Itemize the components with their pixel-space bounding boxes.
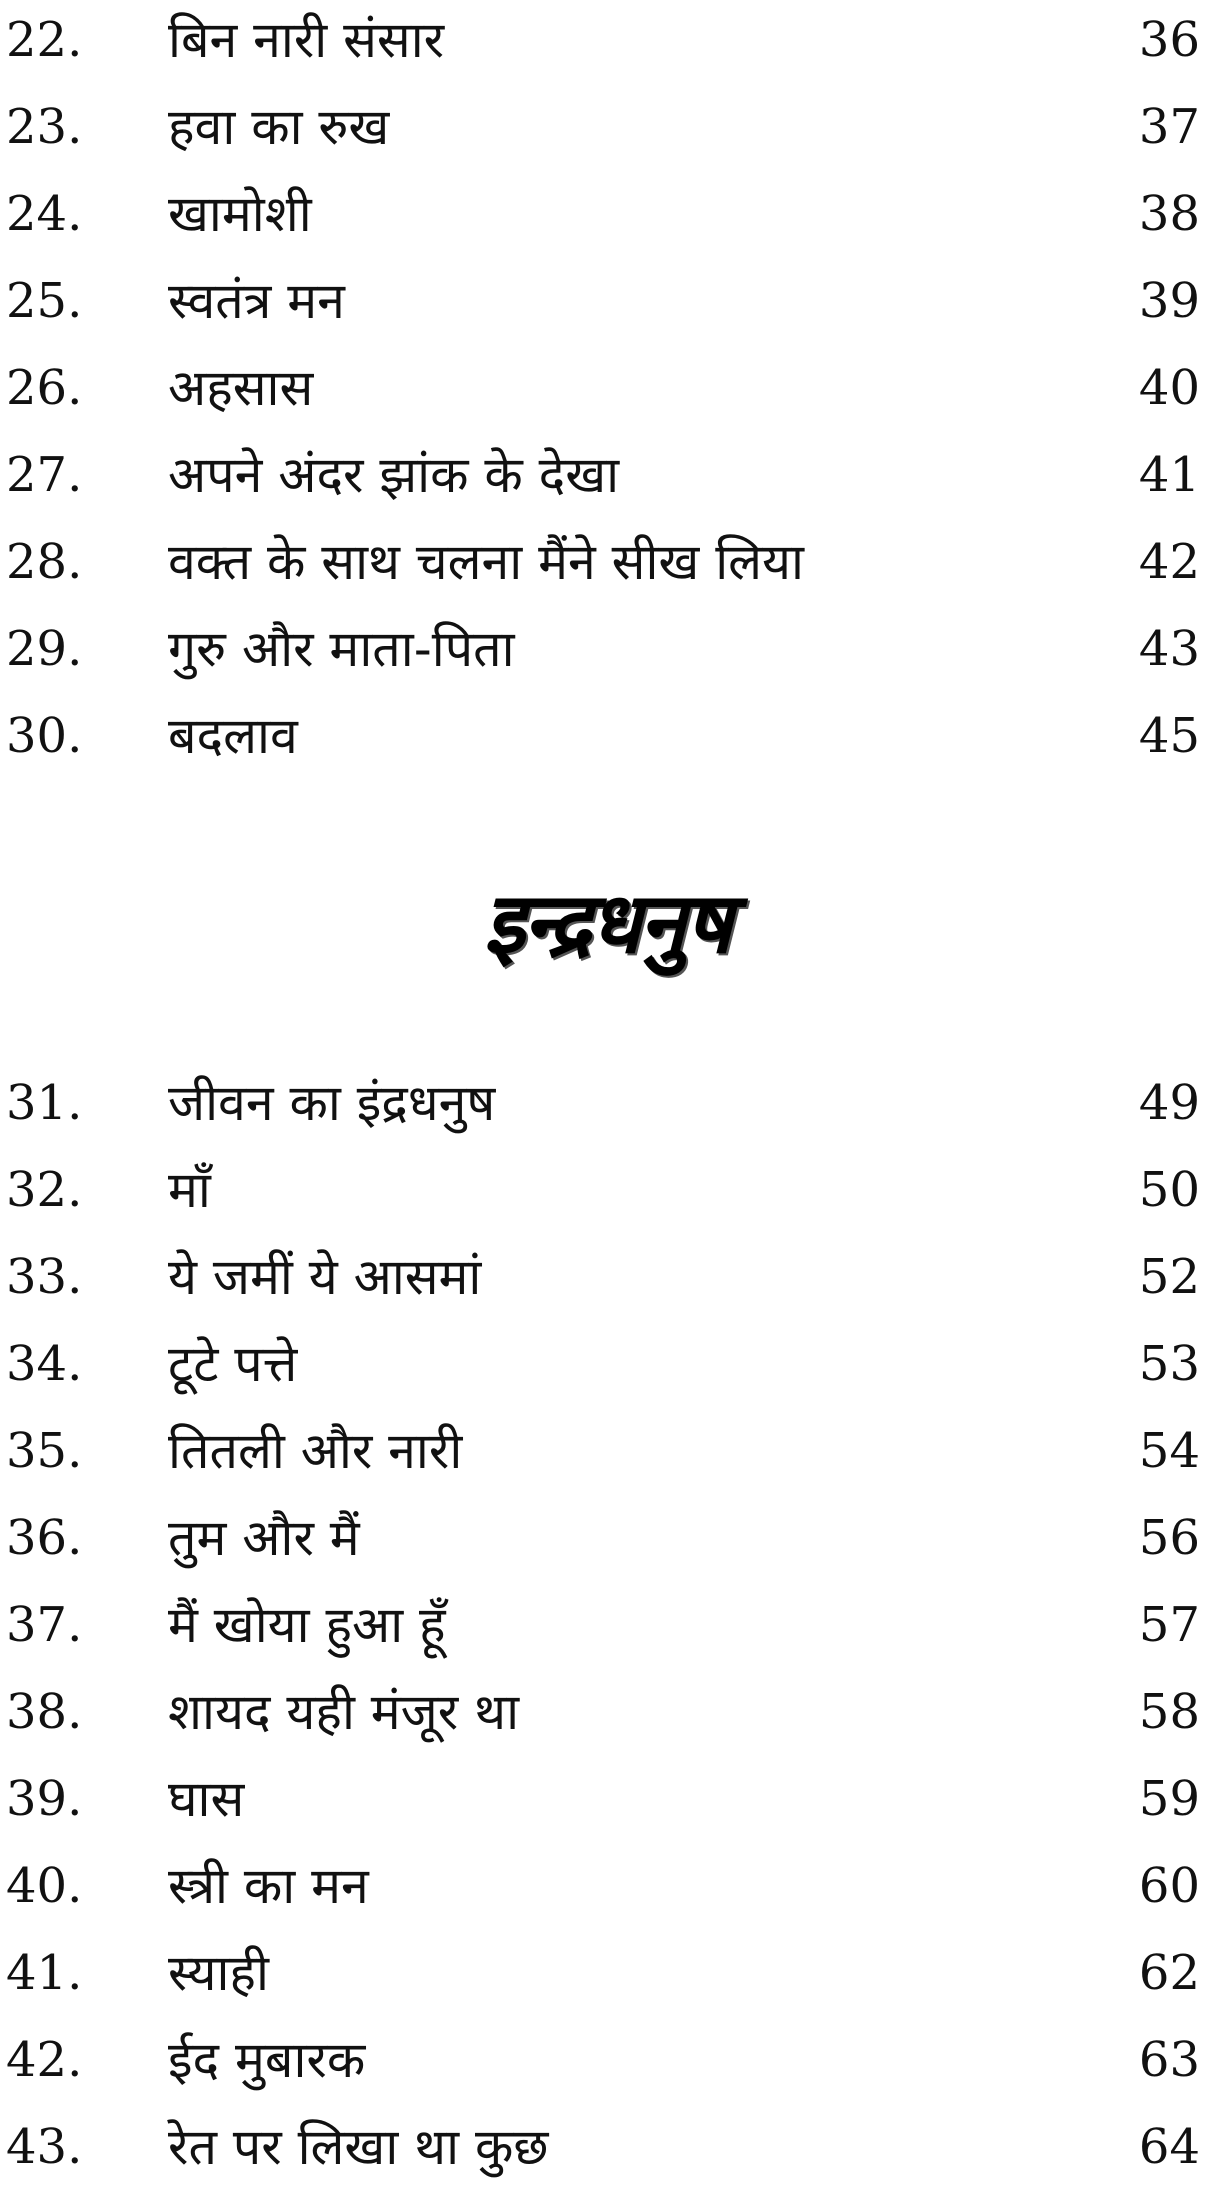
entry-title: स्याही xyxy=(168,1944,269,2002)
section-heading: इन्द्रधनुष xyxy=(483,874,731,972)
entry-page-number: 57 xyxy=(1138,1597,1200,1653)
entry-number: 35. xyxy=(6,1423,83,1479)
toc-entry[interactable] xyxy=(0,1324,1214,1411)
entry-page-number: 43 xyxy=(1138,621,1200,677)
toc-entry[interactable] xyxy=(0,522,1214,609)
entry-number: 28. xyxy=(6,534,83,590)
entry-title: टूटे पत्ते xyxy=(168,1335,298,1393)
entry-number: 37. xyxy=(6,1597,83,1653)
entry-page-number: 40 xyxy=(1138,360,1200,416)
toc-entry[interactable] xyxy=(0,174,1214,261)
entry-number: 39. xyxy=(6,1771,83,1827)
toc-entry[interactable] xyxy=(0,2107,1214,2194)
toc-entry[interactable] xyxy=(0,1150,1214,1237)
entry-title: खामोशी xyxy=(168,185,312,243)
toc-entry[interactable] xyxy=(0,87,1214,174)
entry-page-number: 58 xyxy=(1138,1684,1200,1740)
entry-number: 23. xyxy=(6,99,83,155)
entry-number: 22. xyxy=(6,12,83,68)
entry-title: ये जमीं ये आसमां xyxy=(168,1248,482,1306)
entry-number: 40. xyxy=(6,1858,83,1914)
entry-page-number: 37 xyxy=(1138,99,1200,155)
entry-title: शायद यही मंजूर था xyxy=(168,1683,520,1741)
toc-entry[interactable] xyxy=(0,348,1214,435)
entry-number: 25. xyxy=(6,273,83,329)
entry-title: रेत पर लिखा था कुछ xyxy=(168,2118,549,2176)
entry-title: स्वतंत्र मन xyxy=(168,272,345,330)
entry-page-number: 45 xyxy=(1138,708,1200,764)
entry-number: 29. xyxy=(6,621,83,677)
toc-entry[interactable] xyxy=(0,435,1214,522)
toc-entry[interactable] xyxy=(0,1411,1214,1498)
entry-title: तितली और नारी xyxy=(168,1422,463,1480)
entry-number: 24. xyxy=(6,186,83,242)
entry-page-number: 39 xyxy=(1138,273,1200,329)
entry-page-number: 60 xyxy=(1138,1858,1200,1914)
toc-entry[interactable] xyxy=(0,1759,1214,1846)
entry-number: 43. xyxy=(6,2119,83,2175)
entry-number: 27. xyxy=(6,447,83,503)
entry-title: जीवन का इंद्रधनुष xyxy=(168,1074,496,1132)
toc-entry[interactable] xyxy=(0,1063,1214,1150)
entry-page-number: 50 xyxy=(1138,1162,1200,1218)
entry-title: घास xyxy=(168,1770,245,1828)
toc-list-first xyxy=(0,0,1214,783)
entry-page-number: 49 xyxy=(1138,1075,1200,1131)
entry-number: 41. xyxy=(6,1945,83,2001)
entry-title: तुम और मैं xyxy=(168,1509,360,1567)
entry-page-number: 64 xyxy=(1138,2119,1200,2175)
entry-page-number: 54 xyxy=(1138,1423,1200,1479)
toc-list-second xyxy=(0,1063,1214,2194)
entry-number: 34. xyxy=(6,1336,83,1392)
entry-title: गुरु और माता-पिता xyxy=(168,620,515,678)
entry-title: मैं खोया हुआ हूँ xyxy=(168,1596,446,1654)
entry-number: 36. xyxy=(6,1510,83,1566)
entry-page-number: 52 xyxy=(1138,1249,1200,1305)
entry-title: अहसास xyxy=(168,359,314,417)
entry-number: 31. xyxy=(6,1075,83,1131)
toc-entry[interactable] xyxy=(0,1846,1214,1933)
entry-number: 32. xyxy=(6,1162,83,1218)
entry-page-number: 56 xyxy=(1138,1510,1200,1566)
toc-entry[interactable] xyxy=(0,1585,1214,1672)
entry-page-number: 38 xyxy=(1138,186,1200,242)
entry-title: स्त्री का मन xyxy=(168,1857,369,1915)
toc-entry[interactable] xyxy=(0,2020,1214,2107)
toc-entry[interactable] xyxy=(0,696,1214,783)
toc-entry[interactable] xyxy=(0,609,1214,696)
entry-page-number: 63 xyxy=(1138,2032,1200,2088)
entry-number: 33. xyxy=(6,1249,83,1305)
entry-page-number: 41 xyxy=(1138,447,1200,503)
entry-page-number: 53 xyxy=(1138,1336,1200,1392)
entry-title: बदलाव xyxy=(168,707,298,765)
entry-number: 26. xyxy=(6,360,83,416)
toc-entry[interactable] xyxy=(0,1498,1214,1585)
entry-page-number: 59 xyxy=(1138,1771,1200,1827)
entry-number: 42. xyxy=(6,2032,83,2088)
entry-title: ईद मुबारक xyxy=(168,2031,366,2089)
toc-entry[interactable] xyxy=(0,0,1214,87)
toc-entry[interactable] xyxy=(0,1933,1214,2020)
entry-title: वक्त के साथ चलना मैंने सीख लिया xyxy=(168,533,805,591)
entry-title: माँ xyxy=(168,1161,211,1219)
entry-page-number: 42 xyxy=(1138,534,1200,590)
toc-entry[interactable] xyxy=(0,261,1214,348)
entry-title: अपने अंदर झांक के देखा xyxy=(168,446,620,504)
entry-number: 30. xyxy=(6,708,83,764)
entry-number: 38. xyxy=(6,1684,83,1740)
entry-title: हवा का रुख xyxy=(168,98,390,156)
entry-page-number: 36 xyxy=(1138,12,1200,68)
entry-page-number: 62 xyxy=(1138,1945,1200,2001)
toc-entry[interactable] xyxy=(0,1672,1214,1759)
entry-title: बिन नारी संसार xyxy=(168,11,445,69)
toc-entry[interactable] xyxy=(0,1237,1214,1324)
